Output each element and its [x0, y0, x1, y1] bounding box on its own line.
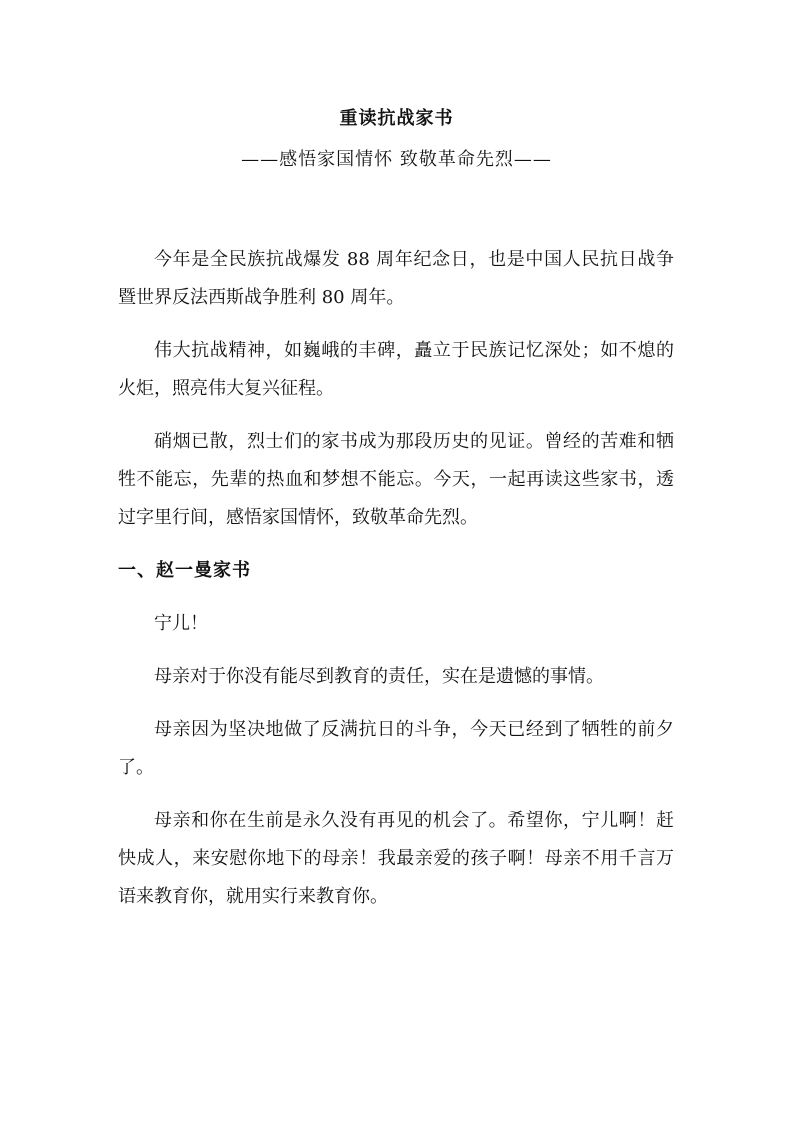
- intro-paragraph: 今年是全民族抗战爆发 88 周年纪念日，也是中国人民抗日战争暨世界反法西斯战争胜利 80 周年。: [118, 249, 674, 308]
- intro-paragraph: 伟大抗战精神，如巍峨的丰碑，矗立于民族记忆深处；如不熄的火炬，照亮伟大复兴征程。: [118, 340, 674, 399]
- letter-paragraph: 母亲和你在生前是永久没有再见的机会了。希望你，宁儿啊！赶快成人，来安慰你地下的母亲！我最亲爱的孩子啊！母亲不用千言万语来教育你，就用实行来教育你。: [118, 810, 674, 907]
- letter-paragraph: 母亲因为坚决地做了反满抗日的斗争，今天已经到了牺牲的前夕了。: [118, 719, 674, 778]
- document-body: [118, 241, 674, 931]
- document-title: 重读抗战家书: [339, 108, 454, 129]
- letter-salutation: 宁儿！: [154, 613, 208, 634]
- intro-paragraph: 硝烟已散，烈士们的家书成为那段历史的见证。曾经的苦难和牺牲不能忘，先辈的热血和梦想不能忘。今天，一起再读这些家书，透过字里行间，感悟家国情怀，致敬革命先烈。: [118, 431, 674, 528]
- letter-paragraph: 母亲对于你没有能尽到教育的责任，实在是遗憾的事情。: [154, 666, 604, 687]
- document-subtitle: ——感悟家国情怀 致敬革命先烈——: [241, 149, 552, 170]
- section-heading: 一、赵一曼家书: [118, 560, 251, 581]
